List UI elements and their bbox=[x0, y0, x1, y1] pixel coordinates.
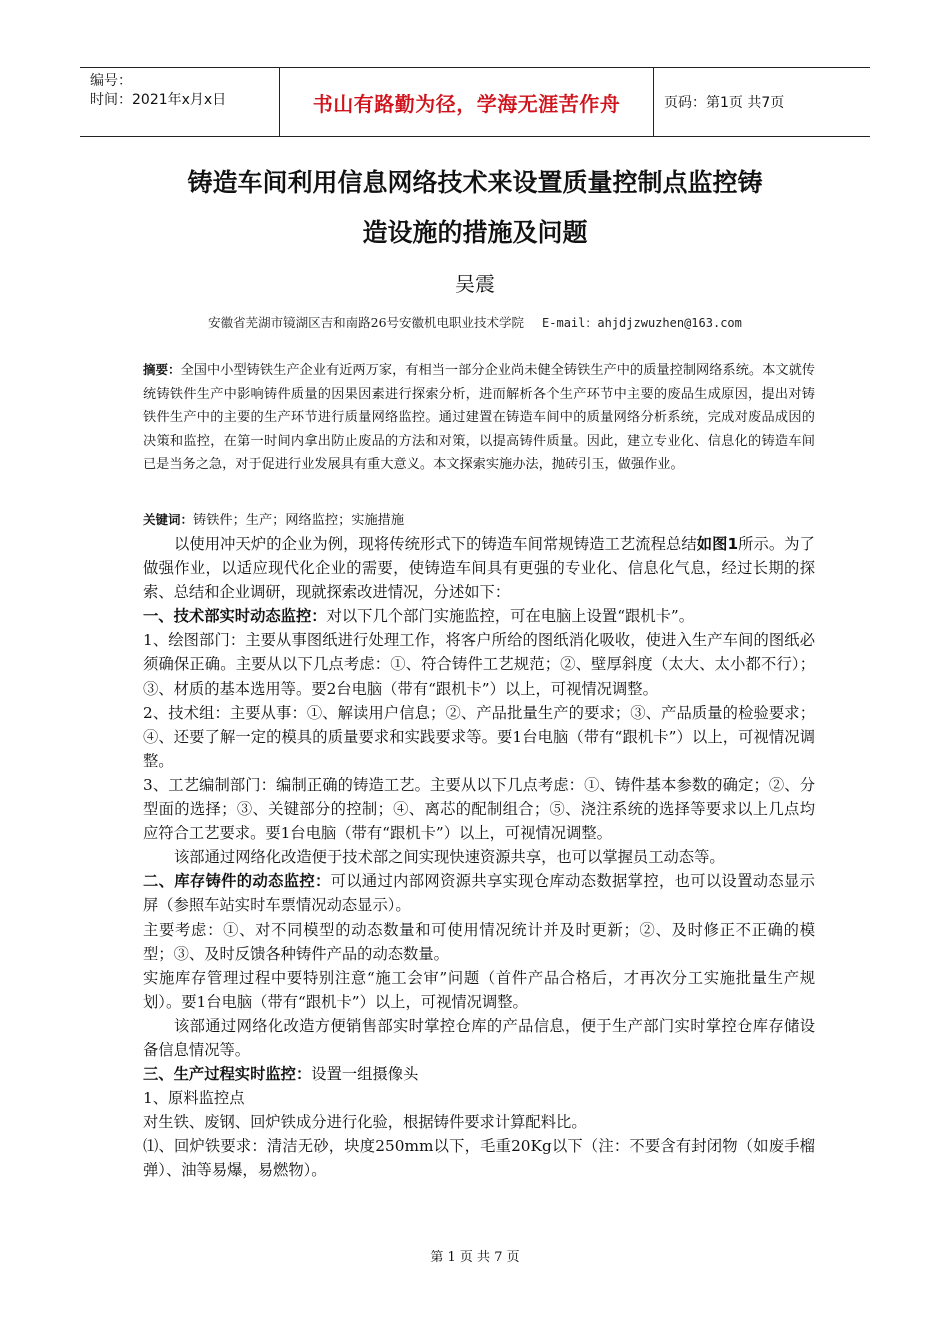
abstract bbox=[143, 358, 815, 477]
page-footer: 第 1 页 共 7 页 bbox=[430, 1250, 520, 1265]
intro-text-b: 所示。为了做强作业，以适应现代化企业的需要，使铸造车间具有更强的专业化、信息化气息，经过长期的探索、总结和企业调研，现就探索改进情况，分述如下： bbox=[143, 535, 815, 602]
keywords-text: 铸铁件；生产；网络监控；实施措施 bbox=[193, 513, 405, 528]
section-1-item-1: 1、绘图部门：主要从事图纸进行处理工作，将客户所给的图纸消化吸收，使进入生产车间的图纸必须确保正确。主要从以下几点考虑：①、符合铸件工艺规范；②、壁厚斜度（太大、太小都不行）；③、材质的基本选用等。要2台电脑（带有“跟机卡”）以上，可视情况调整。 bbox=[143, 631, 815, 698]
time-label: 时间：2021年x月x日 bbox=[90, 92, 227, 108]
header-motto-cell bbox=[280, 68, 654, 136]
section-1-heading: 一、技术部实时动态监控： bbox=[143, 607, 327, 626]
section-3-item-3: ⑴、回炉铁要求：清洁无砂，块度250mm以下，毛重20Kg以下（注：不要含有封闭物（如废手榴弹）、油等易爆，易燃物）。 bbox=[143, 1137, 815, 1180]
author-affiliation bbox=[0, 313, 950, 331]
section-2-text: 可以通过内部网资源共享实现仓库动态数据掌控，也可以设置动态显示屏（参照车站实时车票情况动态显示）。 bbox=[143, 872, 815, 915]
section-2-heading: 二、库存铸件的动态监控： bbox=[143, 872, 331, 891]
document-title bbox=[100, 158, 850, 258]
abstract-label: 摘要： bbox=[143, 362, 181, 377]
section-2-item-1: 主要考虑：①、对不同模型的动态数量和可使用情况统计并及时更新；②、及时修正不正确的模型；③、及时反馈各种铸件产品的动态数量。 bbox=[143, 920, 815, 963]
section-1-heading-paragraph bbox=[143, 604, 815, 628]
title-line-2: 造设施的措施及问题 bbox=[362, 218, 588, 247]
section-3-text: 设置一组摄像头 bbox=[311, 1065, 419, 1084]
section-2-item-2: 实施库存管理过程中要特别注意“施工会审”问题（首件产品合格后，才再次分工实施批量生产规划）。要1台电脑（带有“跟机卡”）以上，可视情况调整。 bbox=[143, 968, 815, 1011]
header-page-cell bbox=[654, 68, 870, 136]
section-3-heading-paragraph bbox=[143, 1062, 815, 1086]
figure-reference: 如图1 bbox=[696, 535, 739, 553]
section-1-item-3: 3、工艺编制部门：编制正确的铸造工艺。主要从以下几点考虑：①、铸件基本参数的确定；②、分型面的选择；③、关键部分的控制；④、离芯的配制组合；⑤、浇注系统的选择等要求以上几点均应符合工艺要求。要1台电脑（带有“跟机卡”）以上，可视情况调整。 bbox=[143, 775, 815, 843]
document-header bbox=[80, 67, 870, 137]
section-3-item-2: 对生铁、废钢、回炉铁成分进行化验，根据铸件要求计算配料比。 bbox=[143, 1113, 587, 1132]
body-text bbox=[143, 532, 815, 1183]
number-label: 编号： bbox=[90, 73, 132, 89]
section-3-heading: 三、生产过程实时监控： bbox=[143, 1065, 312, 1084]
title-line-1: 铸造车间利用信息网络技术来设置质量控制点监控铸 bbox=[187, 168, 763, 197]
motto-text: 书山有路勤为径，学海无涯苦作舟 bbox=[312, 91, 621, 116]
intro-paragraph bbox=[143, 532, 815, 604]
page-label: 页码：第1页 共7页 bbox=[664, 95, 785, 111]
keywords bbox=[143, 508, 815, 532]
abstract-text: 全国中小型铸铁生产企业有近两万家，有相当一部分企业尚未健全铸铁生产中的质量控制网络系统。本文就传统铸铁件生产中影响铸件质量的因果因素进行探索分析，进而解析各个生产环节中主要的废品生成原因，提出对铸铁件生产中的主要的生产环节进行质量网络监控。通过建置在铸造车间中的质量网络分析系统，完成对废品成因的决策和监控，在第一时间内拿出防止废品的方法和对策，以提高铸件质量。因此，建立专业化、信息化的铸造车间已是当务之急，对于促进行业发展具有重大意义。本文探索实施办法，抛砖引玉，做强作业。 bbox=[143, 363, 815, 472]
section-3-item-1: 1、原料监控点 bbox=[143, 1089, 245, 1108]
section-2-summary: 该部通过网络化改造方便销售部实时掌控仓库的产品信息，便于生产部门实时掌控仓库存储设备信息情况等。 bbox=[143, 1016, 815, 1059]
section-2-heading-paragraph bbox=[143, 869, 815, 917]
author-name: 吴震 bbox=[455, 272, 495, 296]
affiliation-text: 安徽省芜湖市镜湖区吉和南路26号安徽机电职业技术学院 bbox=[208, 315, 525, 330]
section-1-text: 对以下几个部门实施监控，可在电脑上设置“跟机卡”。 bbox=[326, 607, 695, 626]
section-1-summary: 该部通过网络化改造便于技术部之间实现快速资源共享，也可以掌握员工动态等。 bbox=[174, 848, 725, 867]
intro-text-a: 以使用冲天炉的企业为例，现将传统形式下的铸造车间常规铸造工艺流程总结 bbox=[174, 535, 697, 553]
email-text: E-mail：ahjdjzwuzhen@163.com bbox=[542, 316, 742, 330]
keywords-label: 关键词： bbox=[143, 512, 194, 527]
header-meta-cell bbox=[80, 68, 280, 136]
section-1-item-2: 2、技术组：主要从事：①、解读用户信息；②、产品批量生产的要求；③、产品质量的检验要求；④、还要了解一定的模具的质量要求和实践要求等。要1台电脑（带有“跟机卡”）以上，可视情况调整。 bbox=[143, 703, 815, 770]
